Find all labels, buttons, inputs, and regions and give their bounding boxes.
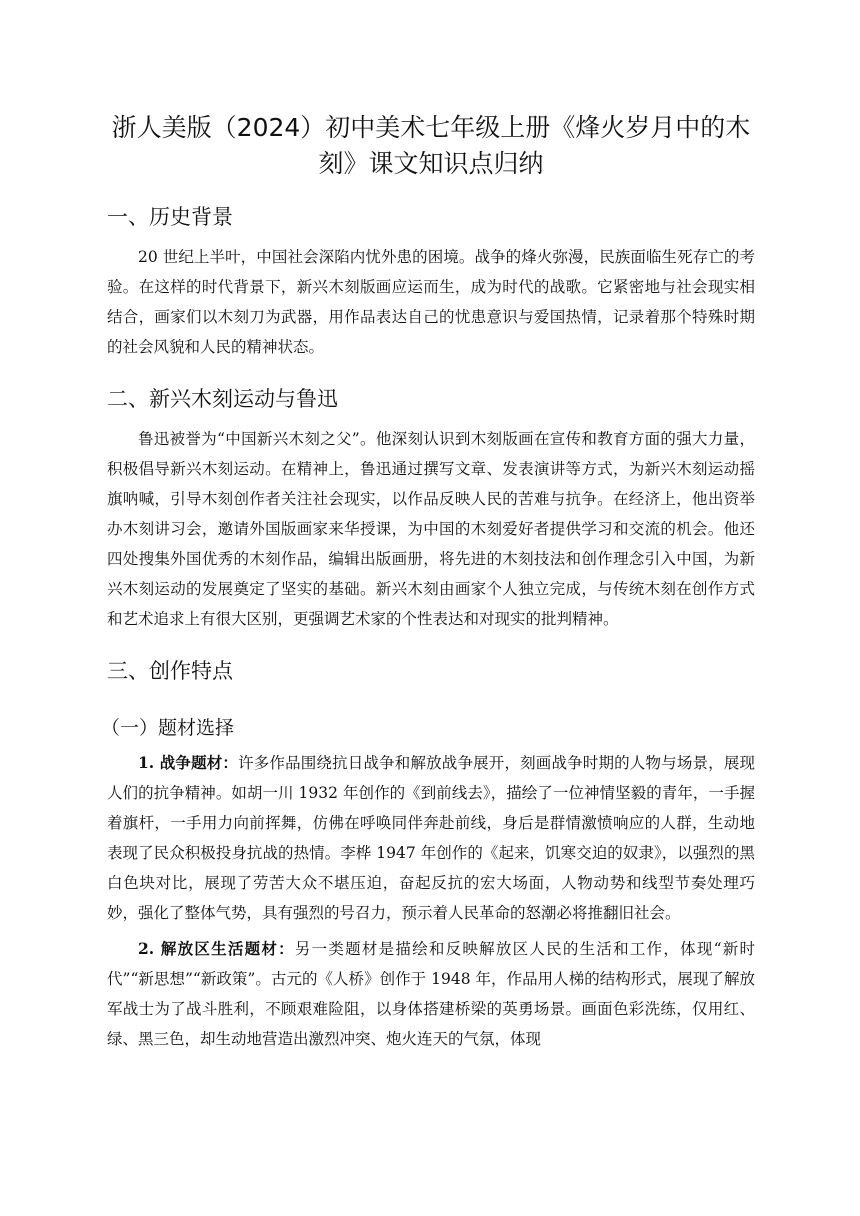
item-text: 许多作品围绕抗日战争和解放战争展开，刻画战争时期的人物与场景，展现人们的抗争精神。如胡一川 1932 年创作的《到前线去》，描绘了一位神情坚毅的青年，一手握着旗杆，一手用力向前挥舞，仿佛在呼唤同伴奔赴前线，身后是群情激愤响应的人群，生动地表现了民众积极投身抗战的热情。李桦 1947 年创作的《起来，饥寒交迫的奴隶》，以强烈的黑白色块对比，展现了劳苦大众不堪压迫，奋起反抗的宏大场面，人物动势和线型节奏处理巧妙，强化了整体气势，具有强烈的号召力，预示着人民革命的怒潮必将推翻旧社会。 (107, 754, 755, 922)
list-item (107, 748, 755, 928)
section-heading-history: 一、历史背景 (107, 205, 233, 229)
item-label: 1. 战争题材： (138, 753, 239, 772)
subsection-heading-subject: （一）题材选择 (101, 717, 235, 739)
section-paragraph-woodcut-movement: 鲁迅被誉为“中国新兴木刻之父”。他深刻认识到木刻版画在宣传和教育方面的强大力量，积极倡导新兴木刻运动。在精神上，鲁迅通过撰写文章、发表演讲等方式，为新兴木刻运动摇旗呐喊，引导木刻创作者关注社会现实，以作品反映人民的苦难与抗争。在经济上，他出资举办木刻讲习会，邀请外国版画家来华授课，为中国的木刻爱好者提供学习和交流的机会。他还四处搜集外国优秀的木刻作品，编辑出版画册，将先进的木刻技法和创作理念引入中国，为新兴木刻运动的发展奠定了坚实的基础。新兴木刻由画家个人独立完成，与传统木刻在创作方式和艺术追求上有很大区别，更强调艺术家的个性表达和对现实的批判精神。 (107, 430, 755, 628)
item-text: 另一类题材是描绘和反映解放区人民的生活和工作，体现“新时代”“新思想”“新政策”。古元的《人桥》创作于 1948 年，作品用人梯的结构形式，展现了解放军战士为了战斗胜利，不顾艰难险阻，以身体搭建桥梁的英勇场景。画面色彩洗练，仅用红、绿、黑三色，却生动地营造出激烈冲突、炮火连天的气氛，体现 (107, 940, 755, 1048)
item-label: 2. 解放区生活题材： (138, 939, 295, 958)
section-paragraph-history: 20 世纪上半叶，中国社会深陷内忧外患的困境。战争的烽火弥漫，民族面临生死存亡的考验。在这样的时代背景下，新兴木刻版画应运而生，成为时代的战歌。它紧密地与社会现实相结合，画家们以木刻刀为武器，用作品表达自己的忧患意识与爱国热情，记录着那个特殊时期的社会风貌和人民的精神状态。 (107, 248, 755, 356)
section-heading-features: 三、创作特点 (107, 659, 233, 683)
section-heading-woodcut-movement: 二、新兴木刻运动与鲁迅 (107, 387, 338, 411)
document-page (101, 110, 755, 1054)
list-item (107, 934, 755, 1054)
document-title: 浙人美版（2024）初中美术七年级上册《烽火岁月中的木刻》课文知识点归纳 (111, 113, 751, 178)
